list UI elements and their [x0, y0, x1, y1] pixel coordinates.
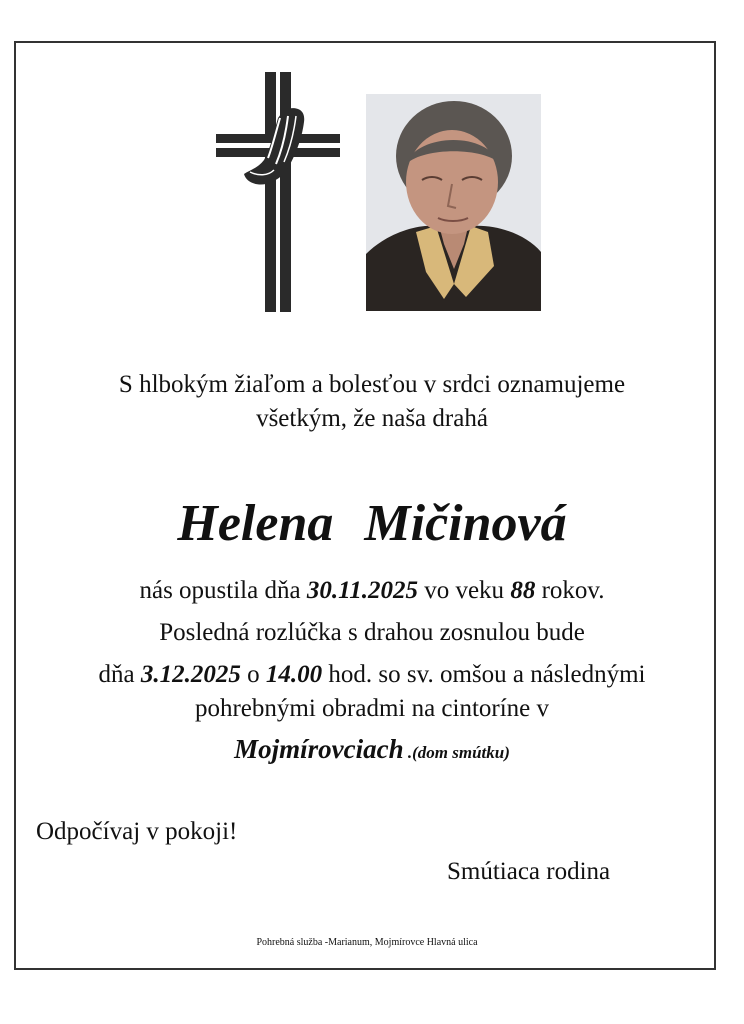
funeral-place: Mojmírovciach	[234, 734, 404, 764]
footer-text: Pohrebná služba -Marianum, Mojmírovce Hlavná ulica	[256, 937, 478, 948]
funeral-prefix: dňa	[98, 661, 141, 688]
death-prefix: nás opustila dňa	[139, 577, 307, 604]
funeral-place-line	[0, 734, 744, 768]
age-value: 88	[510, 577, 536, 604]
deceased-name: Helena Mičinová	[177, 495, 567, 552]
death-suffix: rokov.	[535, 577, 605, 604]
death-info-line	[0, 576, 744, 606]
death-date: 30.11.2025	[306, 577, 418, 604]
funeral-mid: o	[240, 661, 266, 688]
cross-with-praying-hands-icon	[214, 72, 342, 312]
funeral-time: 14.00	[265, 661, 323, 688]
funeral-suffix: hod. so sv. omšou a následnými	[322, 661, 646, 688]
intro-line-1: S hlbokým žiaľom a bolesťou v srdci oznamujeme	[118, 371, 626, 398]
signature-text: Smútiaca rodina	[447, 858, 611, 885]
funeral-line-3: pohrebnými obradmi na cintoríne v	[194, 695, 550, 722]
intro-line-2: všetkým, že naša drahá	[256, 405, 488, 432]
funeral-line-2	[0, 660, 744, 690]
farewell-text: Odpočívaj v pokoji!	[36, 818, 238, 845]
death-mid: vo veku	[417, 577, 511, 604]
portrait-photo	[366, 94, 541, 311]
funeral-date: 3.12.2025	[140, 661, 241, 688]
funeral-place-note: .(dom smútku)	[403, 743, 510, 762]
funeral-line-1: Posledná rozlúčka s drahou zosnulou bude	[159, 619, 585, 646]
